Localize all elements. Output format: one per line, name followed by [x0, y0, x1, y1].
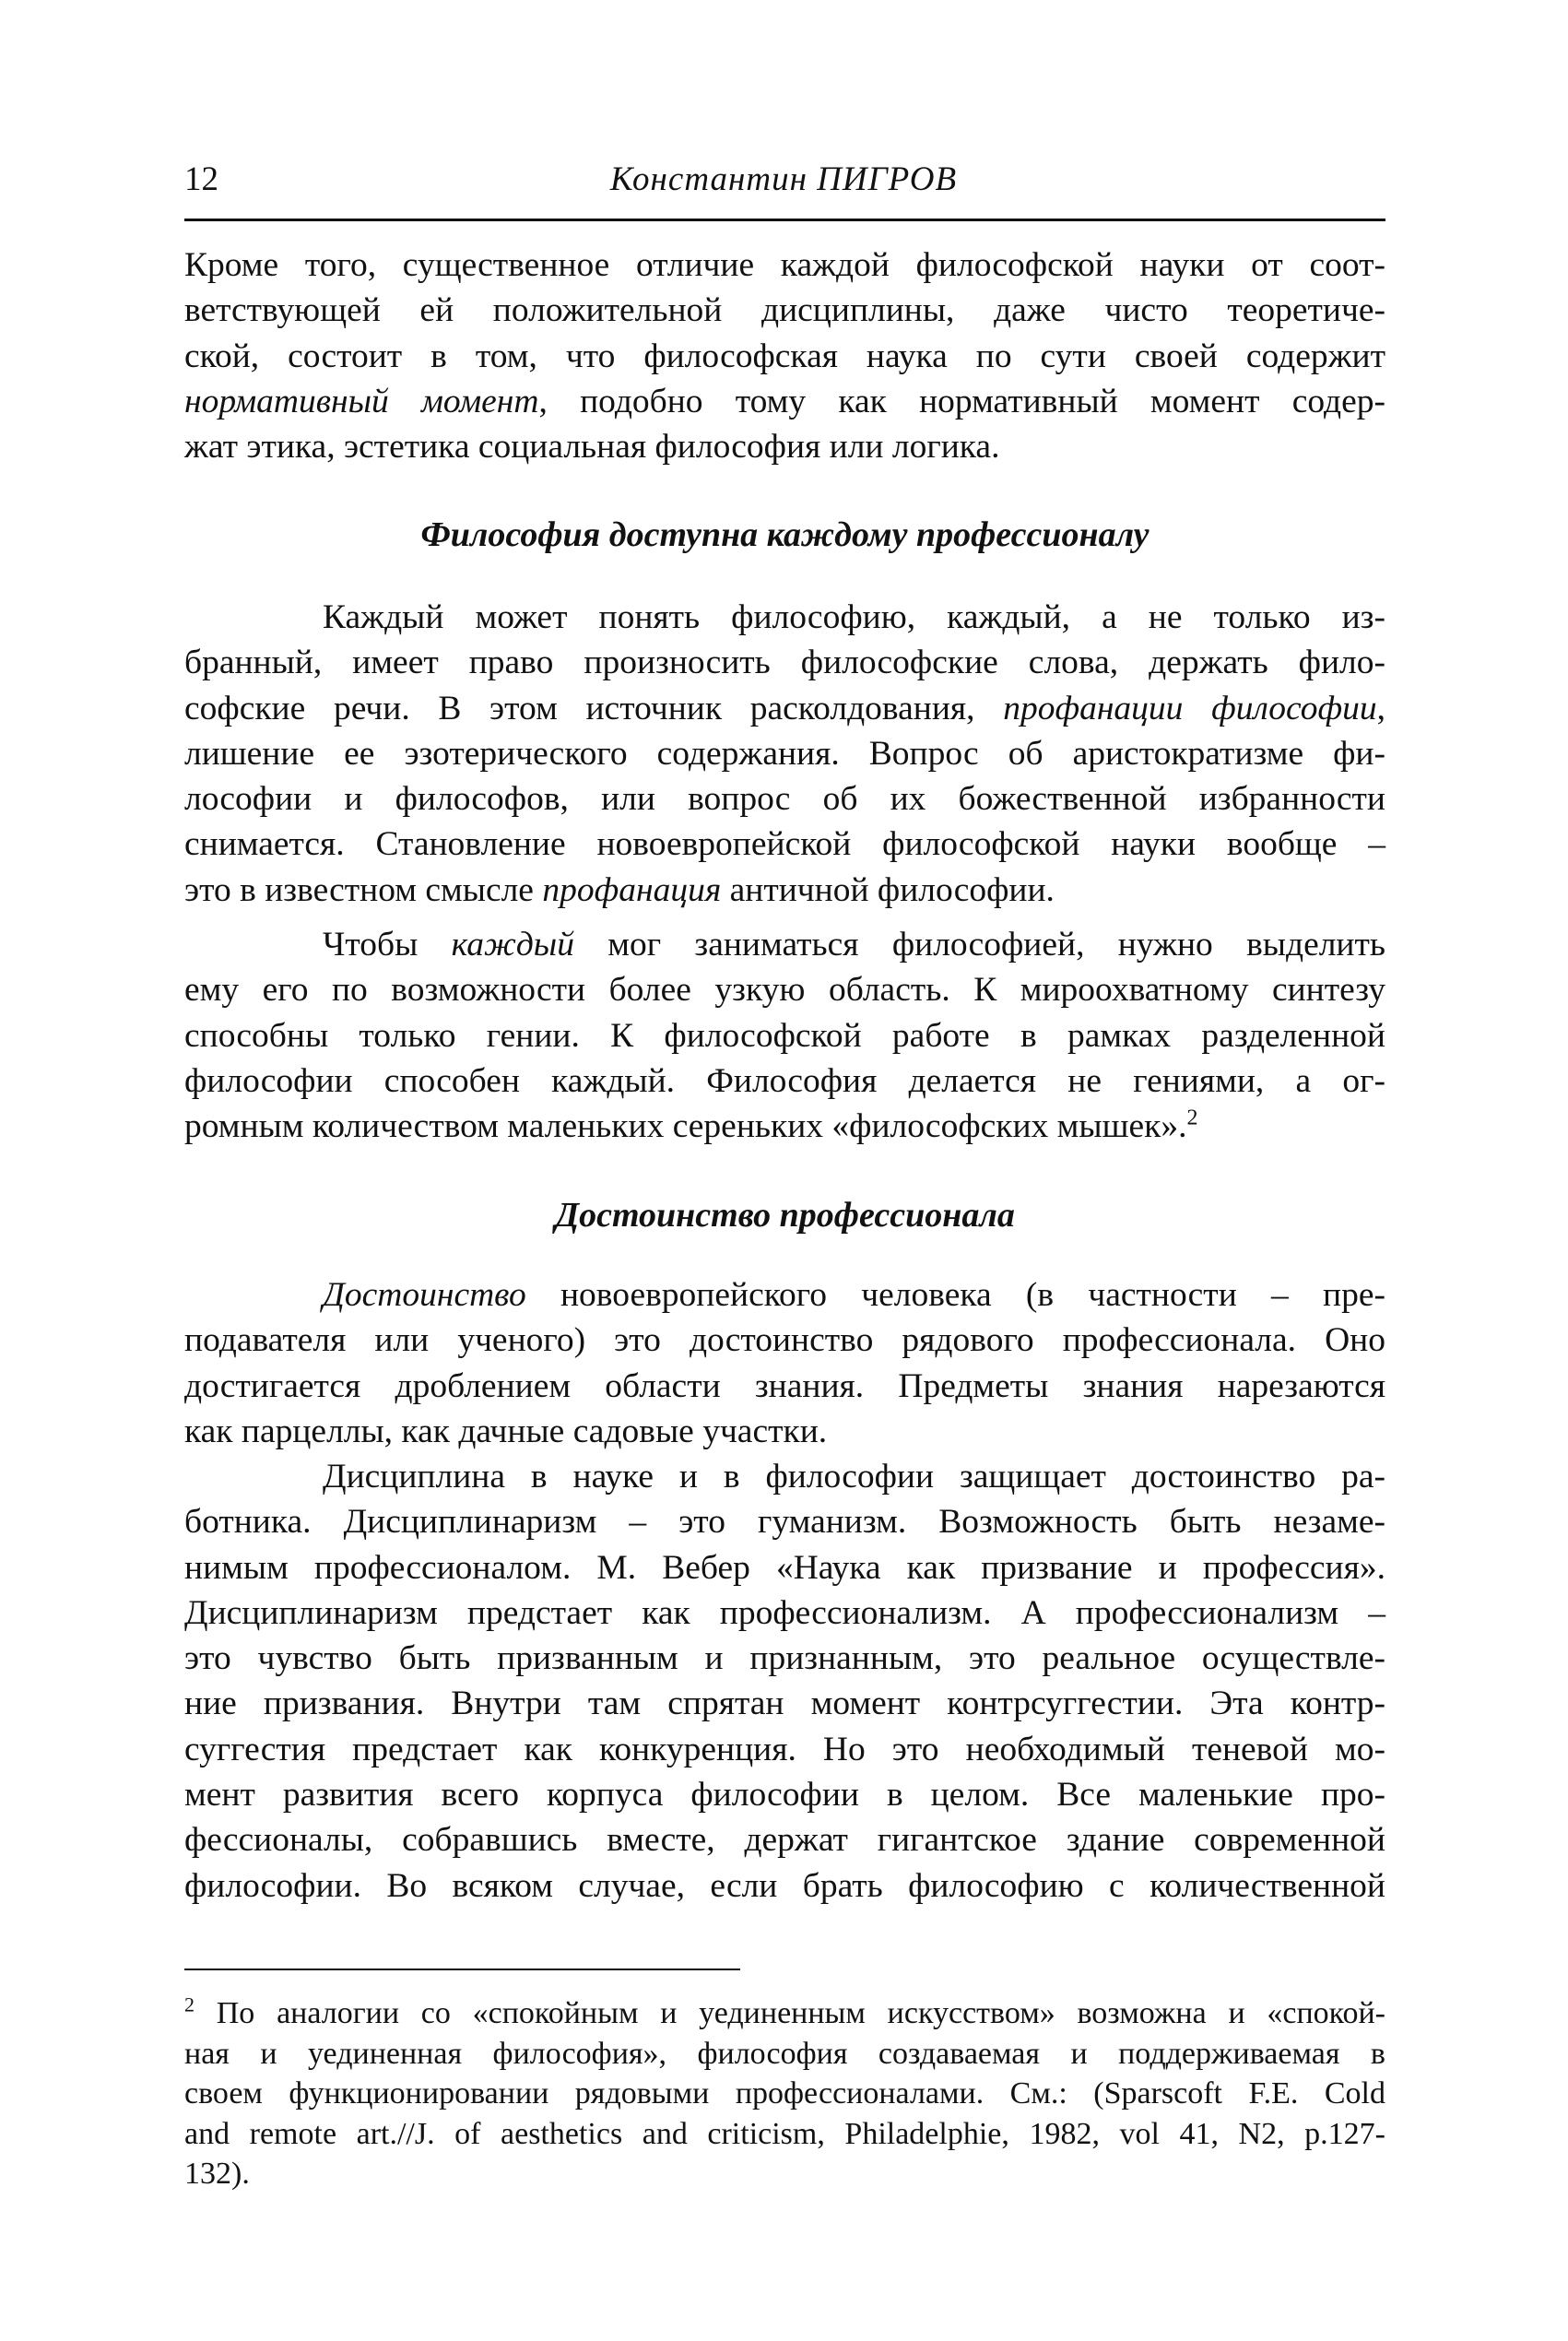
footnote-line: and remote art.//J. of aesthetics and criticism, Philadelphie, 1982, vol 41, N2, p.127- [184, 2116, 1385, 2151]
text-line: ветствующей ей положительной дисциплины, даже чисто теоретиче- [184, 291, 1385, 330]
footnote-number: 2 [184, 1992, 195, 2016]
footnote-line: ная и уединенная философия», философия создаваемая и поддерживаемая в [184, 2036, 1385, 2071]
text-line: фессионалы, собравшись вместе, держат гигантское здание современной [184, 1821, 1385, 1860]
footnote-line: $^2$ По аналогии со «спокойным и уединенным искусством» возможна и «спокой- [184, 1992, 1385, 2030]
section1-paragraph-1 [184, 595, 1385, 913]
footnote-line: своем функционировании рядовыми профессионалами. См.: (Sparscoft F.E. Cold [184, 2076, 1385, 2110]
text-line: философии. Во всяком случае, если брать философию с количественной [184, 1866, 1385, 1905]
text-line: достигается дроблением области знания. Предметы знания нарезаются [184, 1366, 1385, 1405]
text-line: снимается. Становление новоевропейской философской науки вообще – [184, 825, 1385, 864]
footnote [184, 1993, 1385, 2194]
text-line: это в известном смысле профанация античной философии. [184, 870, 1055, 909]
text-line: философии способен каждый. Философия делается не гениями, а ог- [184, 1061, 1385, 1100]
text-line: это чувство быть призванным и признанным, это реальное осуществле- [184, 1639, 1385, 1678]
text-line: нормативный момент, подобно тому как нормативный момент содер- [184, 382, 1385, 420]
footnote-reference[interactable]: 2 [1186, 1105, 1198, 1130]
text-line: Дисциплинаризм предстает как профессионализм. А профессионализм – [184, 1593, 1385, 1632]
text-line: Дисциплина в науке и в философии защищает достоинство ра- [323, 1458, 1385, 1496]
italic-term: Достоинство [323, 1276, 526, 1314]
page-header [184, 152, 1383, 207]
running-title: Константин ПИГРОВ [609, 160, 958, 198]
text-line: Каждый может понять философию, каждый, а не только из- [323, 598, 1385, 636]
italic-term: профанации философии [1003, 689, 1377, 727]
text-line: ботника. Дисциплинаризм – это гуманизм. Возможность быть незаме- [184, 1503, 1385, 1542]
text-line: софские речи. В этом источник расколдования, профанации философии, [184, 689, 1385, 727]
text-line: мент развития всего корпуса философии в целом. Все маленькие про- [184, 1776, 1385, 1815]
text-line: лишение ее эзотерического содержания. Вопрос об аристократизме фи- [184, 734, 1385, 773]
header-rule [184, 219, 1385, 221]
text-line: ромным количеством маленьких сереньких «философских мышек».$^2$ [184, 1105, 1198, 1146]
text-line: ние призвания. Внутри там спрятан момент контрсуггестии. Эта контр- [184, 1685, 1385, 1723]
text-line: Кроме того, существенное отличие каждой философской науки от соот- [184, 246, 1385, 284]
text-line: нимым профессионалом. М. Вебер «Наука как призвание и профессия». [184, 1548, 1385, 1587]
text-line: ему его по возможности более узкую область. К мироохватному синтезу [184, 971, 1385, 1010]
italic-term: нормативный момент [184, 382, 539, 420]
text-line: лософии и философов, или вопрос об их божественной избранности [184, 780, 1385, 819]
section1-paragraph-2 [184, 922, 1385, 1149]
italic-term: каждый [451, 926, 574, 964]
text-line: способны только гении. К философской работе в рамках разделенной [184, 1016, 1385, 1055]
footnote-line: 132). [184, 2157, 250, 2191]
text-line: подавателя или ученого) это достоинство рядового профессионала. Оно [184, 1321, 1385, 1360]
text-line: Достоинство новоевропейского человека (в частности – пре- [323, 1276, 1385, 1314]
text-line: суггестия предстает как конкуренция. Но это необходимый теневой мо- [184, 1730, 1385, 1768]
text-line: бранный, имеет право произносить философские слова, держать фило- [184, 644, 1385, 682]
section-heading: Философия доступна каждому профессионалу [420, 515, 1149, 554]
section2-paragraph-2 [184, 1454, 1385, 1909]
footnote-rule [184, 1969, 740, 1970]
text-line: жат этика, эстетика социальная философия или логика. [184, 428, 1000, 467]
italic-term: профанация [542, 870, 722, 909]
text-line: ской, состоит в том, что философская наука по сути своей содержит [184, 337, 1385, 375]
page-number: 12 [184, 160, 218, 198]
section2-paragraph-1 [184, 1272, 1385, 1454]
section-heading: Достоинство профессионала [555, 1196, 1015, 1235]
text-line: Чтобы каждый мог заниматься философией, нужно выделить [323, 926, 1385, 964]
intro-paragraph [184, 242, 1385, 469]
text-line: как парцеллы, как дачные садовые участки. [184, 1412, 828, 1450]
